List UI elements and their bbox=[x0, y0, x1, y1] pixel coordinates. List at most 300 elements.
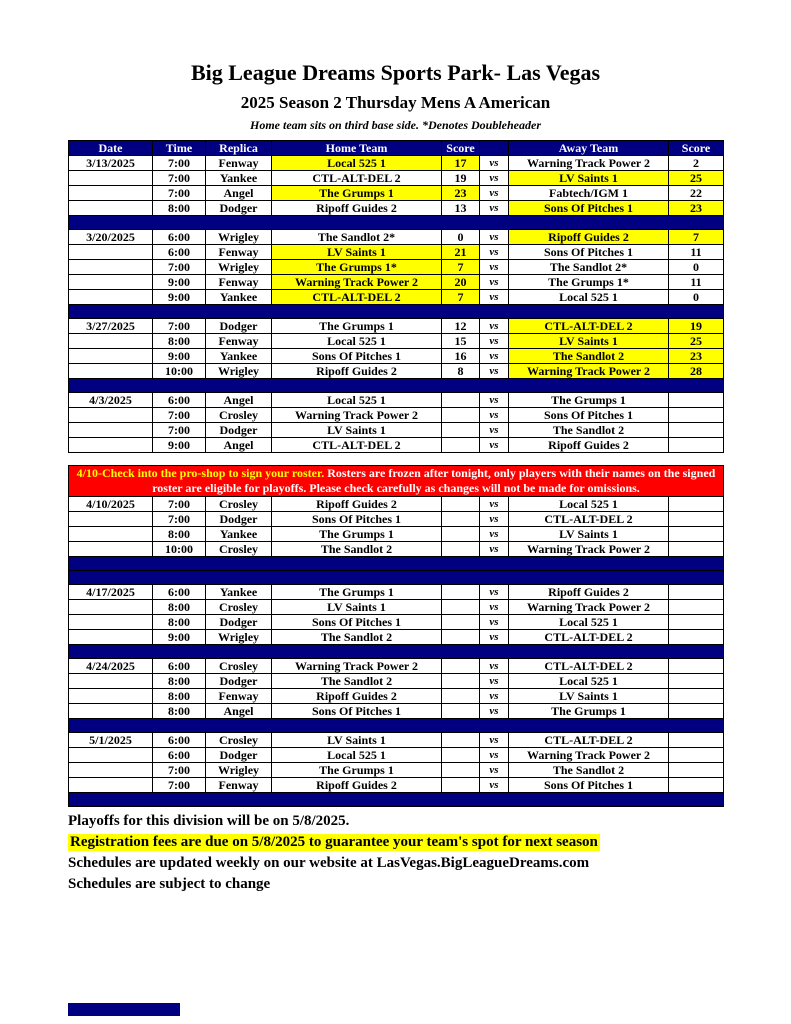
home-team-cell: The Sandlot 2 bbox=[272, 674, 442, 689]
away-team-cell: The Sandlot 2* bbox=[509, 260, 669, 275]
away-score-cell: 23 bbox=[669, 349, 724, 364]
home-team-cell: CTL-ALT-DEL 2 bbox=[272, 290, 442, 305]
away-team-cell: The Grumps 1* bbox=[509, 275, 669, 290]
game-replica-cell: Wrigley bbox=[206, 630, 272, 645]
away-team-cell: CTL-ALT-DEL 2 bbox=[509, 319, 669, 334]
game-replica-cell: Fenway bbox=[206, 778, 272, 793]
game-row bbox=[69, 704, 724, 719]
vs-label: vs bbox=[480, 171, 509, 186]
game-row bbox=[69, 600, 724, 615]
game-time-cell: 7:00 bbox=[153, 512, 206, 527]
game-replica-cell: Crosley bbox=[206, 659, 272, 674]
home-team-cell: LV Saints 1 bbox=[272, 423, 442, 438]
home-score-cell bbox=[442, 689, 480, 704]
away-score-cell: 0 bbox=[669, 260, 724, 275]
home-score-cell: 17 bbox=[442, 156, 480, 171]
game-time-cell: 6:00 bbox=[153, 230, 206, 245]
away-team-cell: The Sandlot 2 bbox=[509, 349, 669, 364]
game-date-cell bbox=[69, 171, 153, 186]
game-row bbox=[69, 290, 724, 305]
game-time-cell: 6:00 bbox=[153, 393, 206, 408]
vs-label: vs bbox=[480, 186, 509, 201]
away-score-cell: 2 bbox=[669, 156, 724, 171]
game-replica-cell: Crosley bbox=[206, 497, 272, 512]
away-score-cell: 11 bbox=[669, 275, 724, 290]
away-team-cell: Fabtech/IGM 1 bbox=[509, 186, 669, 201]
game-time-cell: 7:00 bbox=[153, 260, 206, 275]
game-time-cell: 8:00 bbox=[153, 674, 206, 689]
game-date-cell: 3/20/2025 bbox=[69, 230, 153, 245]
roster-banner-text: Rosters are frozen after tonight, only players with their names on the signed roster are eligible for playoffs. Please check carefully as changes will not be made for omissions. bbox=[152, 466, 716, 495]
away-score-cell bbox=[669, 408, 724, 423]
game-date-cell bbox=[69, 260, 153, 275]
vs-label: vs bbox=[480, 600, 509, 615]
page-title: Big League Dreams Sports Park- Las Vegas bbox=[190, 60, 601, 85]
home-team-cell: The Grumps 1 bbox=[272, 319, 442, 334]
game-replica-cell: Fenway bbox=[206, 689, 272, 704]
game-date-cell bbox=[69, 512, 153, 527]
home-score-cell: 21 bbox=[442, 245, 480, 260]
away-score-cell: 25 bbox=[669, 171, 724, 186]
away-team-cell: CTL-ALT-DEL 2 bbox=[509, 630, 669, 645]
game-row bbox=[69, 542, 724, 557]
away-score-cell bbox=[669, 763, 724, 778]
game-row bbox=[69, 615, 724, 630]
game-date-cell: 4/10/2025 bbox=[69, 497, 153, 512]
game-time-cell: 7:00 bbox=[153, 186, 206, 201]
home-score-cell bbox=[442, 438, 480, 453]
vs-label: vs bbox=[480, 630, 509, 645]
home-team-cell: The Grumps 1* bbox=[272, 260, 442, 275]
vs-label: vs bbox=[480, 689, 509, 704]
home-team-cell: Sons Of Pitches 1 bbox=[272, 349, 442, 364]
game-time-cell: 7:00 bbox=[153, 497, 206, 512]
home-team-cell: Ripoff Guides 2 bbox=[272, 364, 442, 379]
home-team-cell: The Sandlot 2 bbox=[272, 630, 442, 645]
game-date-cell bbox=[69, 674, 153, 689]
game-time-cell: 8:00 bbox=[153, 689, 206, 704]
game-date-cell bbox=[69, 275, 153, 290]
away-score-cell bbox=[669, 615, 724, 630]
game-replica-cell: Angel bbox=[206, 438, 272, 453]
game-replica-cell: Dodger bbox=[206, 674, 272, 689]
vs-label: vs bbox=[480, 364, 509, 379]
registration-note: Registration fees are due on 5/8/2025 to guarantee your team's spot for next season bbox=[70, 834, 598, 850]
game-date-cell bbox=[69, 748, 153, 763]
game-date-cell bbox=[69, 423, 153, 438]
separator-row bbox=[69, 793, 724, 807]
game-replica-cell: Wrigley bbox=[206, 364, 272, 379]
game-date-cell bbox=[69, 349, 153, 364]
away-team-cell: Ripoff Guides 2 bbox=[509, 230, 669, 245]
vs-label: vs bbox=[480, 512, 509, 527]
away-score-cell bbox=[669, 630, 724, 645]
home-team-cell: The Sandlot 2* bbox=[272, 230, 442, 245]
home-score-cell bbox=[442, 704, 480, 719]
home-score-cell: 16 bbox=[442, 349, 480, 364]
home-team-cell: Ripoff Guides 2 bbox=[272, 778, 442, 793]
game-row bbox=[69, 186, 724, 201]
game-date-cell bbox=[69, 408, 153, 423]
vs-label: vs bbox=[480, 349, 509, 364]
away-team-cell: CTL-ALT-DEL 2 bbox=[509, 659, 669, 674]
vs-label: vs bbox=[480, 156, 509, 171]
game-replica-cell: Dodger bbox=[206, 423, 272, 438]
game-replica-cell: Yankee bbox=[206, 171, 272, 186]
home-team-cell: CTL-ALT-DEL 2 bbox=[272, 171, 442, 186]
home-team-cell: Sons Of Pitches 1 bbox=[272, 615, 442, 630]
col-header-away-score: Score bbox=[669, 141, 724, 156]
game-time-cell: 7:00 bbox=[153, 778, 206, 793]
vs-label: vs bbox=[480, 659, 509, 674]
game-time-cell: 9:00 bbox=[153, 349, 206, 364]
game-replica-cell: Yankee bbox=[206, 527, 272, 542]
away-team-cell: The Grumps 1 bbox=[509, 704, 669, 719]
home-score-cell bbox=[442, 733, 480, 748]
game-row bbox=[69, 674, 724, 689]
website-note: Schedules are updated weekly on our website at LasVegas.BigLeagueDreams.com bbox=[68, 855, 590, 871]
home-score-cell: 12 bbox=[442, 319, 480, 334]
home-team-cell: LV Saints 1 bbox=[272, 245, 442, 260]
game-time-cell: 10:00 bbox=[153, 364, 206, 379]
away-score-cell bbox=[669, 748, 724, 763]
game-date-cell: 3/27/2025 bbox=[69, 319, 153, 334]
away-score-cell: 23 bbox=[669, 201, 724, 216]
away-score-cell: 7 bbox=[669, 230, 724, 245]
home-team-cell: Local 525 1 bbox=[272, 393, 442, 408]
game-replica-cell: Yankee bbox=[206, 585, 272, 600]
game-replica-cell: Yankee bbox=[206, 349, 272, 364]
away-team-cell: Sons Of Pitches 1 bbox=[509, 201, 669, 216]
game-replica-cell: Crosley bbox=[206, 542, 272, 557]
home-team-cell: Ripoff Guides 2 bbox=[272, 201, 442, 216]
home-score-cell: 23 bbox=[442, 186, 480, 201]
game-time-cell: 8:00 bbox=[153, 704, 206, 719]
away-team-cell: Sons Of Pitches 1 bbox=[509, 408, 669, 423]
col-header-home: Home Team bbox=[272, 141, 442, 156]
game-time-cell: 7:00 bbox=[153, 319, 206, 334]
game-time-cell: 8:00 bbox=[153, 600, 206, 615]
away-score-cell: 19 bbox=[669, 319, 724, 334]
game-time-cell: 9:00 bbox=[153, 630, 206, 645]
away-team-cell: Warning Track Power 2 bbox=[509, 748, 669, 763]
home-score-cell bbox=[442, 615, 480, 630]
separator-row bbox=[69, 719, 724, 733]
game-replica-cell: Dodger bbox=[206, 512, 272, 527]
game-time-cell: 9:00 bbox=[153, 290, 206, 305]
away-score-cell: 11 bbox=[669, 245, 724, 260]
home-score-cell: 15 bbox=[442, 334, 480, 349]
game-row bbox=[69, 260, 724, 275]
away-team-cell: Local 525 1 bbox=[509, 674, 669, 689]
game-row bbox=[69, 689, 724, 704]
home-team-cell: LV Saints 1 bbox=[272, 733, 442, 748]
home-team-cell: LV Saints 1 bbox=[272, 600, 442, 615]
game-row bbox=[69, 349, 724, 364]
game-replica-cell: Fenway bbox=[206, 156, 272, 171]
table-header-row bbox=[69, 141, 724, 156]
game-replica-cell: Wrigley bbox=[206, 230, 272, 245]
roster-banner-row bbox=[69, 466, 724, 497]
game-date-cell: 3/13/2025 bbox=[69, 156, 153, 171]
away-team-cell: Warning Track Power 2 bbox=[509, 364, 669, 379]
vs-label: vs bbox=[480, 763, 509, 778]
home-score-cell bbox=[442, 408, 480, 423]
away-team-cell: Local 525 1 bbox=[509, 290, 669, 305]
home-team-cell: Sons Of Pitches 1 bbox=[272, 704, 442, 719]
subject-to-change-note: Schedules are subject to change bbox=[68, 876, 271, 892]
away-score-cell: 22 bbox=[669, 186, 724, 201]
game-replica-cell: Dodger bbox=[206, 748, 272, 763]
separator-cell bbox=[69, 793, 724, 807]
away-team-cell: Sons Of Pitches 1 bbox=[509, 245, 669, 260]
game-date-cell bbox=[69, 334, 153, 349]
vs-label: vs bbox=[480, 393, 509, 408]
home-score-cell: 20 bbox=[442, 275, 480, 290]
col-header-time: Time bbox=[153, 141, 206, 156]
vs-label: vs bbox=[480, 674, 509, 689]
game-row bbox=[69, 408, 724, 423]
game-time-cell: 7:00 bbox=[153, 423, 206, 438]
game-replica-cell: Dodger bbox=[206, 615, 272, 630]
separator-cell bbox=[69, 305, 724, 319]
game-date-cell bbox=[69, 186, 153, 201]
game-row bbox=[69, 364, 724, 379]
roster-banner-cell bbox=[69, 466, 724, 497]
home-score-cell: 0 bbox=[442, 230, 480, 245]
vs-label: vs bbox=[480, 275, 509, 290]
home-team-cell: Ripoff Guides 2 bbox=[272, 497, 442, 512]
home-team-cell: The Grumps 1 bbox=[272, 763, 442, 778]
vs-label: vs bbox=[480, 319, 509, 334]
col-header-replica: Replica bbox=[206, 141, 272, 156]
playoffs-note: Playoffs for this division will be on 5/8/2025. bbox=[68, 813, 350, 829]
roster-banner-highlight: 4/10-Check into the pro-shop to sign your roster. bbox=[76, 466, 325, 480]
game-replica-cell: Wrigley bbox=[206, 763, 272, 778]
vs-label: vs bbox=[480, 615, 509, 630]
home-score-cell bbox=[442, 674, 480, 689]
game-replica-cell: Fenway bbox=[206, 334, 272, 349]
vs-label: vs bbox=[480, 438, 509, 453]
game-row bbox=[69, 733, 724, 748]
game-time-cell: 9:00 bbox=[153, 275, 206, 290]
col-header-away: Away Team bbox=[509, 141, 669, 156]
footer-notes bbox=[68, 813, 791, 893]
separator-cell bbox=[69, 216, 724, 230]
separator-cell bbox=[69, 645, 724, 659]
away-team-cell: Ripoff Guides 2 bbox=[509, 438, 669, 453]
home-score-cell bbox=[442, 542, 480, 557]
home-score-cell: 7 bbox=[442, 260, 480, 275]
game-row bbox=[69, 763, 724, 778]
home-score-cell bbox=[442, 763, 480, 778]
home-score-cell: 7 bbox=[442, 290, 480, 305]
game-replica-cell: Crosley bbox=[206, 408, 272, 423]
away-team-cell: CTL-ALT-DEL 2 bbox=[509, 512, 669, 527]
away-team-cell: Ripoff Guides 2 bbox=[509, 585, 669, 600]
home-score-cell: 19 bbox=[442, 171, 480, 186]
home-score-cell bbox=[442, 630, 480, 645]
away-score-cell: 0 bbox=[669, 290, 724, 305]
vs-label: vs bbox=[480, 260, 509, 275]
vs-label: vs bbox=[480, 748, 509, 763]
vs-label: vs bbox=[480, 423, 509, 438]
game-row bbox=[69, 423, 724, 438]
home-team-cell: Local 525 1 bbox=[272, 156, 442, 171]
game-date-cell bbox=[69, 527, 153, 542]
game-time-cell: 6:00 bbox=[153, 659, 206, 674]
away-score-cell bbox=[669, 674, 724, 689]
home-team-cell: The Grumps 1 bbox=[272, 527, 442, 542]
game-date-cell bbox=[69, 201, 153, 216]
game-time-cell: 6:00 bbox=[153, 733, 206, 748]
separator-cell bbox=[69, 379, 724, 393]
game-replica-cell: Fenway bbox=[206, 245, 272, 260]
game-replica-cell: Yankee bbox=[206, 290, 272, 305]
game-date-cell: 4/24/2025 bbox=[69, 659, 153, 674]
game-time-cell: 7:00 bbox=[153, 156, 206, 171]
game-row bbox=[69, 275, 724, 290]
separator-row bbox=[69, 645, 724, 659]
game-date-cell bbox=[69, 364, 153, 379]
game-time-cell: 6:00 bbox=[153, 585, 206, 600]
away-team-cell: LV Saints 1 bbox=[509, 689, 669, 704]
game-date-cell bbox=[69, 290, 153, 305]
vs-label: vs bbox=[480, 733, 509, 748]
home-team-cell: CTL-ALT-DEL 2 bbox=[272, 438, 442, 453]
home-team-cell: The Grumps 1 bbox=[272, 186, 442, 201]
game-time-cell: 8:00 bbox=[153, 527, 206, 542]
home-team-cell: Ripoff Guides 2 bbox=[272, 689, 442, 704]
game-date-cell bbox=[69, 245, 153, 260]
game-row bbox=[69, 156, 724, 171]
home-score-cell bbox=[442, 659, 480, 674]
away-team-cell: LV Saints 1 bbox=[509, 527, 669, 542]
home-score-cell bbox=[442, 585, 480, 600]
game-row bbox=[69, 659, 724, 674]
game-replica-cell: Dodger bbox=[206, 201, 272, 216]
vs-label: vs bbox=[480, 704, 509, 719]
game-time-cell: 8:00 bbox=[153, 334, 206, 349]
game-time-cell: 6:00 bbox=[153, 748, 206, 763]
schedule-table bbox=[68, 140, 724, 807]
home-team-cell: The Grumps 1 bbox=[272, 585, 442, 600]
col-header-home-score: Score bbox=[442, 141, 480, 156]
game-date-cell bbox=[69, 600, 153, 615]
game-date-cell bbox=[69, 689, 153, 704]
game-replica-cell: Angel bbox=[206, 704, 272, 719]
vs-label: vs bbox=[480, 497, 509, 512]
game-row bbox=[69, 527, 724, 542]
away-score-cell: 25 bbox=[669, 334, 724, 349]
home-score-cell bbox=[442, 778, 480, 793]
home-team-cell: Local 525 1 bbox=[272, 334, 442, 349]
game-replica-cell: Fenway bbox=[206, 275, 272, 290]
game-replica-cell: Crosley bbox=[206, 600, 272, 615]
home-team-cell: Warning Track Power 2 bbox=[272, 659, 442, 674]
game-time-cell: 7:00 bbox=[153, 171, 206, 186]
game-replica-cell: Wrigley bbox=[206, 260, 272, 275]
game-row bbox=[69, 778, 724, 793]
vs-label: vs bbox=[480, 408, 509, 423]
away-score-cell bbox=[669, 585, 724, 600]
vs-label: vs bbox=[480, 334, 509, 349]
home-score-cell bbox=[442, 512, 480, 527]
game-replica-cell: Angel bbox=[206, 393, 272, 408]
away-score-cell bbox=[669, 659, 724, 674]
home-score-cell: 13 bbox=[442, 201, 480, 216]
game-row bbox=[69, 585, 724, 600]
game-row bbox=[69, 230, 724, 245]
away-score-cell bbox=[669, 393, 724, 408]
away-score-cell bbox=[669, 423, 724, 438]
game-row bbox=[69, 512, 724, 527]
away-team-cell: The Sandlot 2 bbox=[509, 763, 669, 778]
game-time-cell: 7:00 bbox=[153, 408, 206, 423]
away-team-cell: Sons Of Pitches 1 bbox=[509, 778, 669, 793]
game-date-cell: 4/17/2025 bbox=[69, 585, 153, 600]
game-date-cell bbox=[69, 615, 153, 630]
game-date-cell bbox=[69, 542, 153, 557]
away-score-cell bbox=[669, 733, 724, 748]
col-header-date: Date bbox=[69, 141, 153, 156]
home-score-cell bbox=[442, 527, 480, 542]
game-date-cell: 4/3/2025 bbox=[69, 393, 153, 408]
away-team-cell: CTL-ALT-DEL 2 bbox=[509, 733, 669, 748]
home-team-note: Home team sits on third base side. *Denotes Doubleheader bbox=[250, 118, 541, 132]
separator-cell bbox=[69, 719, 724, 733]
game-time-cell: 8:00 bbox=[153, 615, 206, 630]
vs-label: vs bbox=[480, 778, 509, 793]
away-score-cell bbox=[669, 689, 724, 704]
away-team-cell: The Sandlot 2 bbox=[509, 423, 669, 438]
game-date-cell bbox=[69, 778, 153, 793]
col-header-vs bbox=[480, 141, 509, 156]
home-score-cell bbox=[442, 497, 480, 512]
away-team-cell: Warning Track Power 2 bbox=[509, 156, 669, 171]
home-team-cell: Local 525 1 bbox=[272, 748, 442, 763]
away-score-cell bbox=[669, 542, 724, 557]
home-team-cell: Warning Track Power 2 bbox=[272, 408, 442, 423]
away-team-cell: LV Saints 1 bbox=[509, 171, 669, 186]
away-score-cell bbox=[669, 438, 724, 453]
home-team-cell: The Sandlot 2 bbox=[272, 542, 442, 557]
away-score-cell bbox=[669, 527, 724, 542]
away-team-cell: Warning Track Power 2 bbox=[509, 600, 669, 615]
vs-label: vs bbox=[480, 290, 509, 305]
game-row bbox=[69, 334, 724, 349]
away-score-cell bbox=[669, 704, 724, 719]
away-team-cell: Warning Track Power 2 bbox=[509, 542, 669, 557]
separator-row bbox=[69, 379, 724, 393]
away-score-cell bbox=[669, 512, 724, 527]
separator-cell bbox=[69, 571, 724, 585]
home-score-cell bbox=[442, 748, 480, 763]
game-time-cell: 6:00 bbox=[153, 245, 206, 260]
game-row bbox=[69, 201, 724, 216]
home-score-cell bbox=[442, 423, 480, 438]
vs-label: vs bbox=[480, 585, 509, 600]
game-row bbox=[69, 171, 724, 186]
game-time-cell: 9:00 bbox=[153, 438, 206, 453]
game-time-cell: 8:00 bbox=[153, 201, 206, 216]
game-row bbox=[69, 630, 724, 645]
vs-label: vs bbox=[480, 542, 509, 557]
vs-label: vs bbox=[480, 201, 509, 216]
home-score-cell: 8 bbox=[442, 364, 480, 379]
away-team-cell: Local 525 1 bbox=[509, 615, 669, 630]
home-team-cell: Warning Track Power 2 bbox=[272, 275, 442, 290]
